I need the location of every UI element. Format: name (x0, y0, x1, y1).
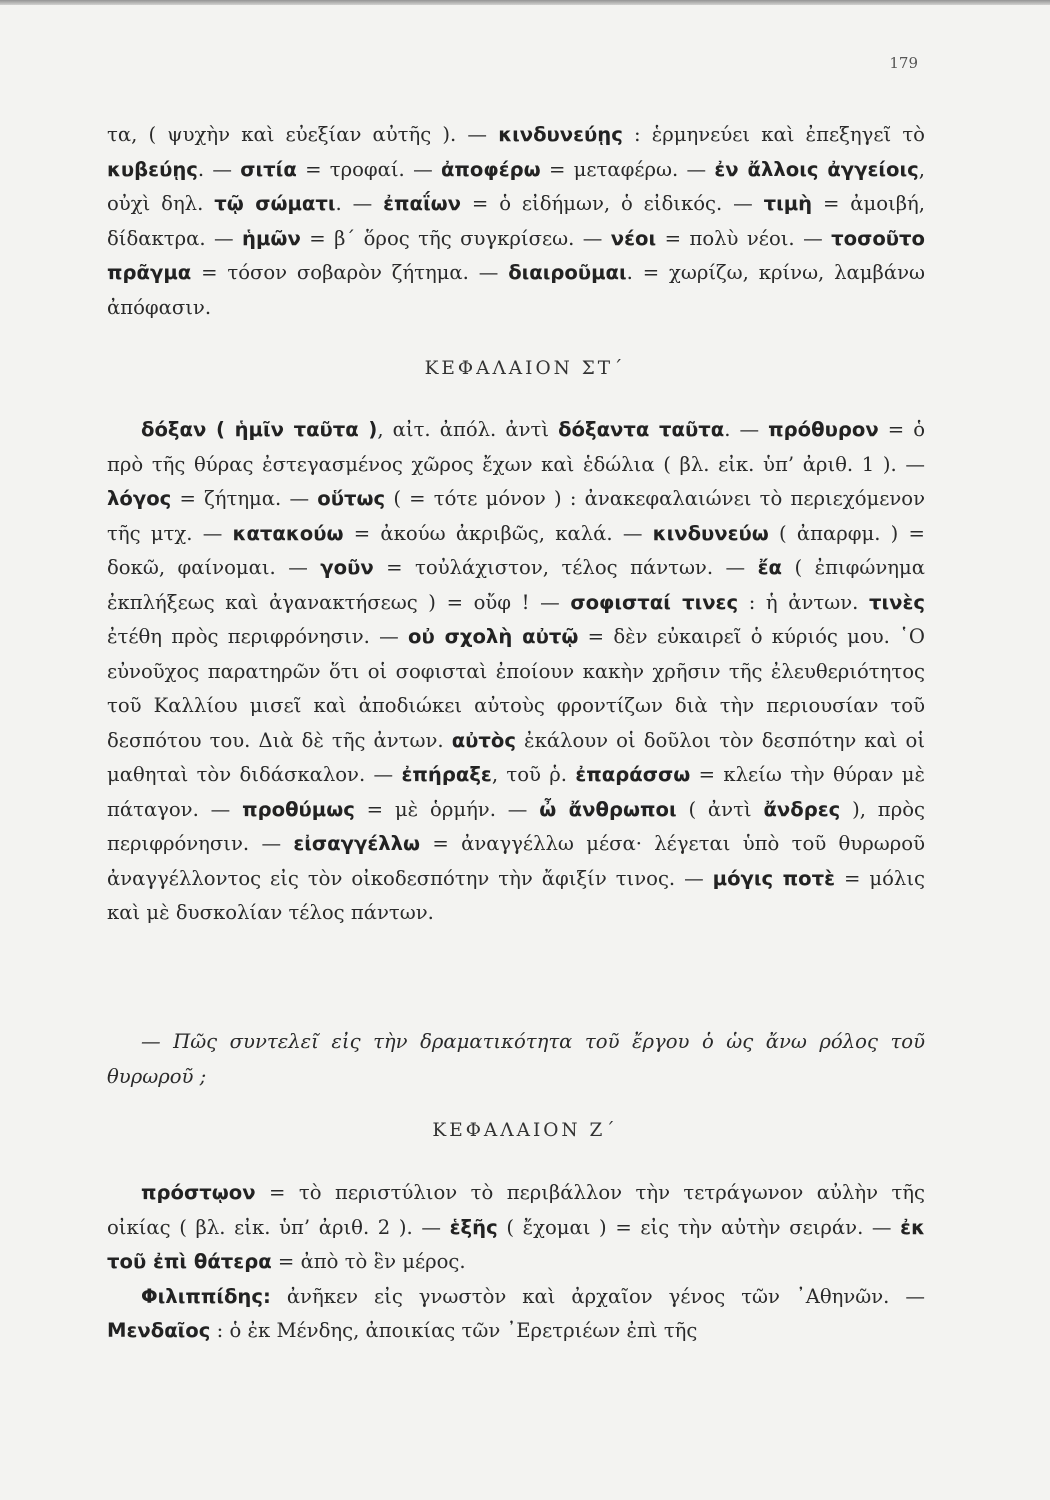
chapter-st-body-block (107, 413, 925, 931)
gloss-text: : ἑρμηνεύει καὶ ἐπεξηγεῖ τὸ (622, 123, 925, 146)
gloss-text: = δὲν εὐκαιρεῖ ὁ κύριός μου. ῾Ο εὐνοῦχος παρατηρῶν ὅτι οἱ σοφισταὶ ἐποίουν κακὴν χρῆσιν τῆς ἐλευθεριότητος τοῦ Καλλίου μισεῖ καὶ ἀποδιώκει αὐτοὺς φροντίζων διὰ τὴν περιουσίαν τοῦ δεσπότου του. Διὰ δὲ τῆς ἀντων. (107, 625, 925, 752)
headword: γοῦν (320, 556, 374, 579)
gloss-text: . — (335, 192, 384, 215)
headword: εἰσαγγέλλω (293, 832, 421, 855)
gloss-text: = κλείω τὴν θύραν μὲ πάταγον. — (107, 763, 925, 821)
headword: ἐν ἄλλοις ἀγγείοις (714, 157, 919, 181)
gloss-text: = τὸ περιστύλιον τὸ περιβάλλον τὴν τετράγωνον αὐλὴν τῆς οἰκίας ( βλ. εἰκ. ὑπ’ ἀριθ. 2 ). — (107, 1181, 925, 1239)
gloss-text: : ὁ ἐκ Μένδης, ἀποικίας τῶν ᾿Ερετριέων ἐπὶ τῆς (210, 1319, 698, 1342)
headword: Φιλιππίδης: (141, 1284, 271, 1308)
gloss-text: ἐτέθη πρὸς περιφρόνησιν. — (107, 625, 409, 648)
headword: τινὲς (869, 590, 926, 614)
chapter-heading-st: ΚΕΦΑΛΑΙΟΝ ΣΤ΄ (424, 358, 626, 379)
gloss-text: ( ἔχομαι ) = εἰς τὴν αὐτὴν σειράν. — (497, 1215, 901, 1239)
headword: οὐ σχολὴ αὐτῷ (408, 625, 579, 648)
headword: διαιροῦμαι (508, 261, 627, 284)
headword: σιτία (240, 157, 297, 181)
chapter-heading-z: ΚΕΦΑΛΑΙΟΝ Ζ΄ (432, 1120, 618, 1141)
headword: κυβεύῃς (107, 157, 198, 181)
headword: τιμὴ (763, 192, 813, 215)
gloss-text: τα, ( ψυχὴν καὶ εὐεξίαν αὐτῆς ). — (107, 123, 499, 146)
gloss-text: ( ἐπιφώνημα ἐκπλήξεως καὶ ἀγανακτήσεως ) = οὔφ ! — (107, 556, 925, 614)
gloss-text: = μὲ ὁρμήν. — (354, 797, 540, 821)
page-number: 179 (889, 54, 918, 72)
headword: σοφισταί τινες (570, 590, 739, 614)
gloss-text: ( ἀντὶ (676, 797, 764, 821)
gloss-text: = μεταφέρω. — (540, 157, 715, 181)
gloss-text: = ἀμοιβή, δίδακτρα. — (107, 192, 926, 250)
headword: κινδυνεύῃς (498, 123, 623, 146)
gloss-text: . — (724, 418, 769, 441)
headword: τοσοῦτο πρᾶγμα (107, 226, 925, 284)
top-edge-shadow (0, 0, 1050, 5)
chapter-z-paragraph-2 (107, 1280, 925, 1349)
headword: οὕτως (317, 487, 386, 510)
headword: Μενδαῖος (107, 1319, 211, 1342)
headword: ἀποφέρω (440, 157, 541, 181)
gloss-text: = ὁ εἰδήμων, ὁ εἰδικός. — (461, 192, 764, 215)
gloss-text: . — (197, 157, 241, 181)
headword: ἄνδρες (763, 797, 841, 821)
headword: λόγος (107, 487, 172, 510)
headword: ὦ ἄνθρωποι (539, 797, 677, 821)
headword: ἐπήραξε (401, 763, 492, 786)
gloss-text: ἀνῆκεν εἰς γνωστὸν καὶ ἀρχαῖον γένος τῶν ᾿Αθηνῶν. — (270, 1284, 925, 1308)
review-question-block (107, 1025, 925, 1094)
gloss-text: = τοὐλάχιστον, τέλος πάντων. — (373, 556, 758, 579)
chapter-st-paragraph (107, 413, 925, 931)
headword: τῷ σώματι (214, 192, 336, 215)
headword: ἐπαΐων (383, 192, 462, 215)
gloss-text: = μόλις καὶ μὲ δυσκολίαν τέλος πάντων. (107, 866, 925, 924)
headword: μόγις ποτὲ (712, 866, 836, 890)
headword: αὐτὸς (451, 728, 516, 752)
gloss-text: = πολὺ νέοι. — (656, 226, 832, 250)
chapter-z-paragraph-1 (107, 1176, 925, 1280)
gloss-text: = ζήτημα. — (171, 487, 318, 510)
headword: ἔα (757, 556, 782, 579)
headword: κατακούω (232, 521, 344, 545)
headword: ἡμῶν (242, 226, 301, 250)
intro-paragraph (107, 118, 925, 325)
gloss-text: = ἀναγγέλλω μέσα· λέγεται ὑπὸ τοῦ θυρωροῦ ἀναγγέλλοντος εἰς τὸν οἰκοδεσπότην τὴν ἄφιξίν τινος. — (107, 832, 925, 890)
gloss-text: , τοῦ ῥ. (491, 763, 576, 786)
headword: δόξαντα ταῦτα (558, 418, 725, 441)
gloss-text: = β΄ ὅρος τῆς συγκρίσεω. — (300, 226, 611, 250)
headword: ἐπαράσσω (575, 763, 691, 786)
review-question: — Πῶς συντελεῖ εἰς τὴν δραματικότητα τοῦ ἔργου ὁ ὡς ἄνω ρόλος τοῦ θυρωροῦ ; (107, 1030, 925, 1088)
chapter-z-body-block (107, 1176, 925, 1349)
gloss-text: , οὐχὶ δηλ. (107, 157, 925, 215)
gloss-text: ), πρὸς περιφρόνησιν. — (107, 797, 925, 855)
headword: πρόστῳον (141, 1181, 256, 1204)
headword: πρόθυρον (768, 418, 879, 441)
headword: δόξαν ( ἡμῖν ταῦτα ) (141, 418, 378, 441)
gloss-text: ἐκάλουν οἱ δοῦλοι τὸν δεσπότην καὶ οἱ μαθηταὶ τὸν διδάσκαλον. — (107, 728, 926, 786)
headword: κινδυνεύω (652, 521, 769, 545)
gloss-text: , αἰτ. ἀπόλ. ἀντὶ (377, 418, 559, 441)
gloss-text: = ἀκούω ἀκριβῶς, καλά. — (343, 521, 653, 545)
intro-paragraph-block (107, 118, 925, 325)
gloss-text: . = χωρίζω, κρίνω, λαμβάνω ἀπόφασιν. (107, 261, 925, 319)
gloss-text: = ὁ πρὸ τῆς θύρας ἐστεγασμένος χῶρος ἔχων καὶ ἑδώλια ( βλ. εἰκ. ὑπ’ ἀριθ. 1 ). — (107, 418, 926, 476)
headword: ἑξῆς (449, 1215, 498, 1239)
gloss-text: : ἡ ἀντων. (738, 590, 869, 614)
headword: προθύμως (242, 797, 355, 821)
gloss-text: = τροφαί. — (296, 157, 441, 181)
gloss-text: ( = τότε μόνον ) : ἀνακεφαλαιώνει τὸ περιεχόμενον τῆς μτχ. — (107, 487, 925, 545)
headword: ἐκ τοῦ ἐπὶ θάτερα (107, 1215, 925, 1273)
gloss-text: = τόσον σοβαρὸν ζήτημα. — (191, 261, 509, 284)
gloss-text: ( ἀπαρφμ. ) = δοκῶ, φαίνομαι. — (107, 521, 925, 579)
headword: νέοι (610, 226, 657, 250)
gloss-text: = ἀπὸ τὸ ἓν μέρος. (271, 1250, 466, 1273)
